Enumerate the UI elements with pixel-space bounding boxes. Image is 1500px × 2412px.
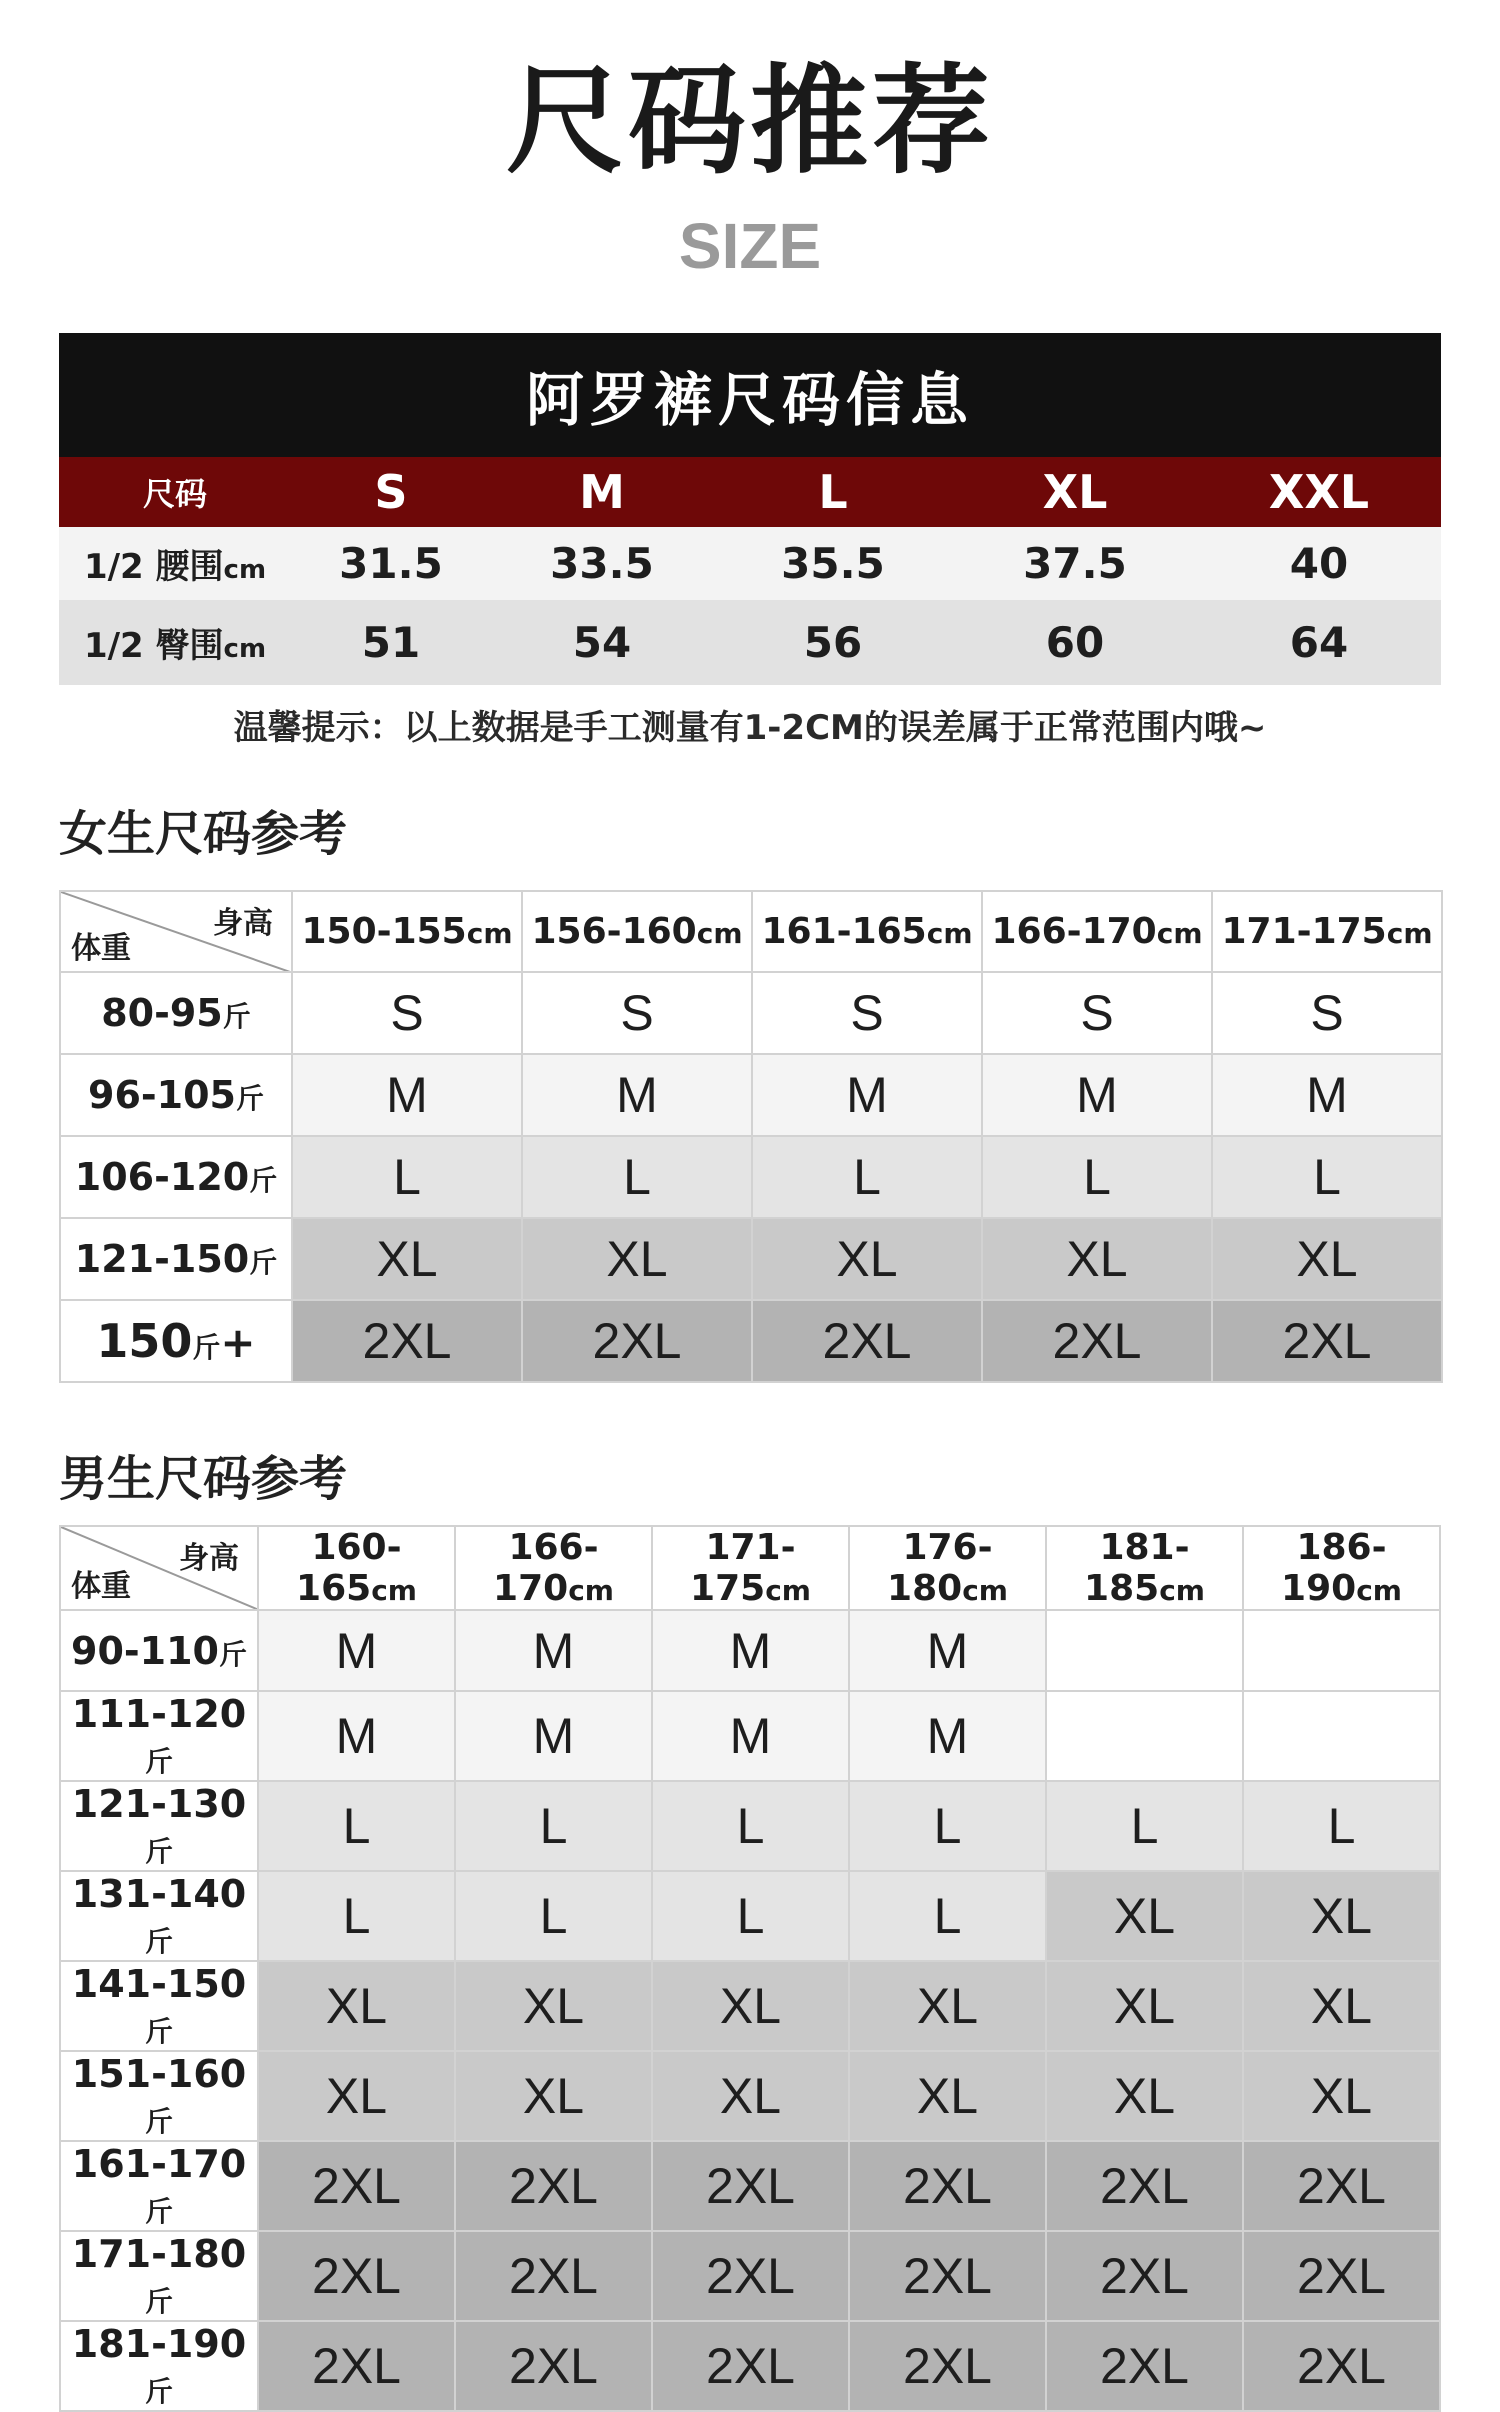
height-header [652,1526,849,1610]
weight-unit: 斤 [144,2015,173,2048]
height-range: 150-155 [301,911,467,952]
weight-header [60,2051,258,2141]
weight-unit: 斤 [144,2285,173,2318]
size-cell: 2XL [1212,1300,1442,1382]
weight-header [60,2231,258,2321]
size-cell: XL [1243,1871,1440,1961]
table-row [60,1054,1442,1136]
height-header [292,891,522,972]
size-cell: M [652,1691,849,1781]
weight-header [60,1871,258,1961]
table-row [60,2231,1440,2321]
weight-header [60,2321,258,2411]
size-cell: M [258,1610,455,1691]
size-cell: L [292,1136,522,1218]
size-cell: 2XL [258,2231,455,2321]
size-cell: XL [258,1961,455,2051]
size-cell: L [849,1781,1046,1871]
waist-row [59,527,1441,600]
height-unit: cm [696,917,743,950]
weight-range: 111-120 [71,1692,247,1736]
waist-value: 33.5 [550,539,654,588]
height-unit: cm [1356,1574,1402,1607]
size-cell: L [455,1871,652,1961]
height-header [455,1526,652,1610]
weight-header [60,1054,292,1136]
waist-value: 35.5 [781,539,885,588]
table-row [60,1691,1440,1781]
size-cell: 2XL [982,1300,1212,1382]
size-cell: 2XL [258,2321,455,2411]
size-cell: M [455,1610,652,1691]
weight-header [60,1691,258,1781]
table-row [60,1136,1442,1218]
table-row [60,1610,1440,1691]
size-label: 尺码 [142,475,207,513]
table-row [60,1218,1442,1300]
size-cell: XL [292,1218,522,1300]
corner-cell [60,891,292,972]
corner-height-label: 身高 [179,1541,239,1576]
waist-prefix: 1/2 [83,547,144,587]
size-cell: 2XL [292,1300,522,1382]
weight-unit: 斤 [218,1637,247,1671]
weight-header [60,972,292,1054]
size-cell: XL [849,1961,1046,2051]
height-header [752,891,982,972]
size-cell: 2XL [1243,2231,1440,2321]
size-cell [1243,1610,1440,1691]
waist-unit: cm [223,555,267,585]
height-range: 160-165 [296,1527,402,1609]
weight-range: 141-150 [71,1962,247,2006]
size-cell: M [652,1610,849,1691]
height-unit: cm [962,1574,1008,1607]
corner-cell [60,1526,258,1610]
weight-suffix: + [220,1318,256,1367]
weight-range: 151-160 [71,2052,247,2096]
weight-unit: 斤 [144,1925,173,1958]
hip-value: 51 [361,618,421,667]
table-row [60,1961,1440,2051]
header-row [60,1526,1440,1610]
size-cell: M [849,1610,1046,1691]
size-cell: M [849,1691,1046,1781]
size-cell: XL [1046,1961,1243,2051]
size-cell: 2XL [1243,2141,1440,2231]
size-cell: S [292,972,522,1054]
waist-name: 腰围 [155,547,224,587]
men-size-table [59,1525,1441,2412]
size-col-l: L [818,465,848,519]
size-cell: 2XL [1046,2231,1243,2321]
height-header [849,1526,1046,1610]
size-cell: XL [258,2051,455,2141]
height-range: 156-160 [531,911,697,952]
weight-unit: 斤 [249,1164,278,1197]
height-unit: cm [1159,1574,1205,1607]
weight-range: 106-120 [74,1155,250,1199]
size-cell: L [982,1136,1212,1218]
size-cell: 2XL [455,2231,652,2321]
table-row [60,972,1442,1054]
hip-prefix: 1/2 [83,626,144,666]
weight-range: 161-170 [71,2142,247,2186]
size-cell: L [258,1871,455,1961]
weight-range: 171-180 [71,2232,247,2276]
height-range: 166-170 [991,911,1157,952]
height-range: 161-165 [761,911,927,952]
weight-header [60,1610,258,1691]
weight-unit: 斤 [144,2375,173,2408]
size-cell: XL [1243,1961,1440,2051]
size-cell: XL [455,1961,652,2051]
weight-unit: 斤 [144,1745,173,1778]
weight-unit: 斤 [192,1331,221,1364]
size-cell: XL [1243,2051,1440,2141]
weight-unit: 斤 [235,1082,264,1115]
weight-range: 90-110 [71,1628,219,1673]
size-cell: 2XL [1046,2141,1243,2231]
height-header [1243,1526,1440,1610]
size-cell [1046,1691,1243,1781]
size-cell: 2XL [1046,2321,1243,2411]
waist-label [59,539,291,588]
table-row [60,1871,1440,1961]
size-cell: XL [849,2051,1046,2141]
size-cell: M [1212,1054,1442,1136]
size-cell: M [292,1054,522,1136]
height-unit: cm [926,917,973,950]
weight-unit: 斤 [144,2105,173,2138]
size-cell: L [1212,1136,1442,1218]
height-unit: cm [765,1574,811,1607]
size-cell: L [258,1781,455,1871]
size-cell: XL [752,1218,982,1300]
size-cell: XL [652,2051,849,2141]
height-range: 181-185 [1084,1527,1190,1609]
height-range: 166-170 [493,1527,599,1609]
size-col-xl: XL [1042,465,1108,519]
height-unit: cm [1156,917,1203,950]
measurement-tip: 温馨提示：以上数据是手工测量有1-2CM的误差属于正常范围内哦~ [233,708,1267,748]
corner-height-label: 身高 [213,906,273,941]
size-cell: 2XL [652,2231,849,2321]
size-cell: L [652,1871,849,1961]
size-cell: XL [1212,1218,1442,1300]
size-cell [1243,1691,1440,1781]
size-header-row [59,457,1441,527]
table-row [60,1300,1442,1382]
height-header [982,891,1212,972]
size-cell: 2XL [849,2231,1046,2321]
size-cell: 2XL [455,2141,652,2231]
size-cell: L [455,1781,652,1871]
weight-header [60,1961,258,2051]
size-cell: L [849,1871,1046,1961]
size-info-title: 阿罗裤尺码信息 [59,333,1441,457]
size-cell: 2XL [849,2321,1046,2411]
size-cell: 2XL [652,2321,849,2411]
height-unit: cm [1386,917,1433,950]
weight-range: 121-150 [74,1237,250,1281]
weight-range: 96-105 [88,1073,236,1117]
size-cell: 2XL [1243,2321,1440,2411]
size-cell: 2XL [258,2141,455,2231]
hip-name: 臀围 [155,626,224,666]
weight-header [60,2141,258,2231]
page-title: 尺码推荐 [505,52,994,190]
size-cell: L [652,1781,849,1871]
hip-row [59,600,1441,685]
hip-value: 56 [803,618,863,667]
height-unit: cm [568,1574,614,1607]
size-cell: L [1243,1781,1440,1871]
weight-range: 150 [96,1314,193,1368]
size-cell: 2XL [849,2141,1046,2231]
size-cell: M [982,1054,1212,1136]
hip-value: 60 [1045,618,1105,667]
table-row [60,2051,1440,2141]
height-unit: cm [466,917,513,950]
page-subtitle: SIZE [678,210,822,282]
size-cell: L [1046,1781,1243,1871]
height-range: 171-175 [690,1527,796,1609]
height-range: 176-180 [887,1527,993,1609]
size-cell: 2XL [652,2141,849,2231]
size-cell: M [258,1691,455,1781]
size-cell: XL [1046,2051,1243,2141]
waist-value: 31.5 [339,539,443,588]
size-col-s: S [374,465,408,519]
header-row [60,891,1442,972]
size-cell: S [522,972,752,1054]
size-cell: S [1212,972,1442,1054]
size-cell: M [522,1054,752,1136]
weight-header [60,1218,292,1300]
height-header [522,891,752,972]
corner-weight-label: 体重 [71,931,131,966]
size-info-table [59,333,1441,685]
women-section-title: 女生尺码参考 [59,806,348,862]
height-header [1046,1526,1243,1610]
weight-header [60,1781,258,1871]
size-cell: M [455,1691,652,1781]
size-cell: 2XL [455,2321,652,2411]
table-row [60,1781,1440,1871]
size-cell: S [982,972,1212,1054]
height-unit: cm [371,1574,417,1607]
size-cell: XL [982,1218,1212,1300]
weight-unit: 斤 [222,1000,251,1033]
size-cell: M [752,1054,982,1136]
size-cell: XL [652,1961,849,2051]
weight-range: 181-190 [71,2322,247,2366]
hip-value: 64 [1289,618,1349,667]
weight-range: 80-95 [101,991,223,1035]
table-row [60,2141,1440,2231]
size-cell: 2XL [752,1300,982,1382]
weight-header [60,1300,292,1382]
height-header [1212,891,1442,972]
hip-label [59,618,291,667]
size-cell: 2XL [522,1300,752,1382]
weight-range: 121-130 [71,1782,247,1826]
size-cell: L [752,1136,982,1218]
waist-value: 37.5 [1023,539,1127,588]
size-col-m: M [579,465,625,519]
size-cell: XL [455,2051,652,2141]
height-header [258,1526,455,1610]
height-range: 186-190 [1281,1527,1387,1609]
size-cell: XL [1046,1871,1243,1961]
size-cell [1046,1610,1243,1691]
weight-unit: 斤 [249,1246,278,1279]
hip-value: 54 [572,618,632,667]
waist-value: 40 [1289,539,1349,588]
weight-range: 131-140 [71,1872,247,1916]
size-cell: XL [522,1218,752,1300]
corner-weight-label: 体重 [71,1569,131,1604]
height-range: 171-175 [1221,911,1387,952]
size-cell: L [522,1136,752,1218]
women-size-table [59,890,1443,1383]
weight-unit: 斤 [144,2195,173,2228]
table-row [60,2321,1440,2411]
size-col-xxl: XXL [1268,465,1370,519]
weight-unit: 斤 [144,1835,173,1868]
men-section-title: 男生尺码参考 [59,1451,348,1507]
weight-header [60,1136,292,1218]
size-cell: S [752,972,982,1054]
hip-unit: cm [223,634,267,664]
